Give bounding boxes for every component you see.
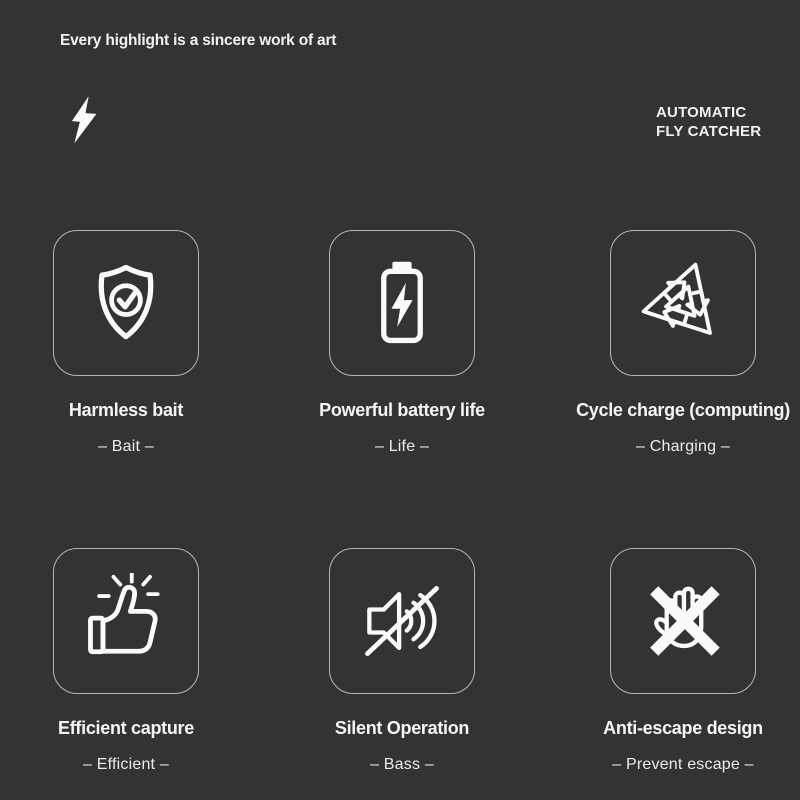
shield-check-icon [78,255,174,351]
thumb-click-icon [78,573,174,669]
feature-tile [610,230,756,376]
recycle-icon [635,255,731,351]
feature-title: Powerful battery life [319,400,485,420]
brand-title [656,103,761,141]
feature-title: Efficient capture [58,718,194,738]
feature-efficient-capture [1,548,251,774]
battery-charging-icon [354,255,450,351]
feature-subtitle: – Life – [374,438,430,455]
feature-tile [329,548,475,694]
feature-title: Silent Operation [334,718,470,738]
feature-tile [53,548,199,694]
feature-anti-escape [558,548,800,774]
hand-blocked-icon [635,573,731,669]
feature-tile [329,230,475,376]
feature-subtitle: – Charging – [635,438,731,455]
feature-harmless-bait [1,230,251,456]
speaker-mute-icon [354,573,450,669]
feature-subtitle: – Bass – [370,756,434,773]
feature-subtitle: – Bait – [98,438,154,455]
lightning-bolt-icon [69,95,98,145]
brand-line1: AUTOMATIC [656,104,747,121]
feature-title: Harmless bait [68,400,184,420]
feature-cycle-charge [558,230,800,456]
feature-tile [610,548,756,694]
brand-line2: FLY CATCHER [656,123,762,140]
tagline: Every highlight is a sincere work of art [60,32,337,49]
feature-title: Anti-escape design [603,718,763,738]
feature-subtitle: – Prevent escape – [612,756,754,773]
feature-tile [53,230,199,376]
feature-battery-life [277,230,527,456]
feature-subtitle: – Efficient – [83,756,169,773]
feature-title: Cycle charge (computing) [576,400,790,420]
feature-silent-operation [277,548,527,774]
